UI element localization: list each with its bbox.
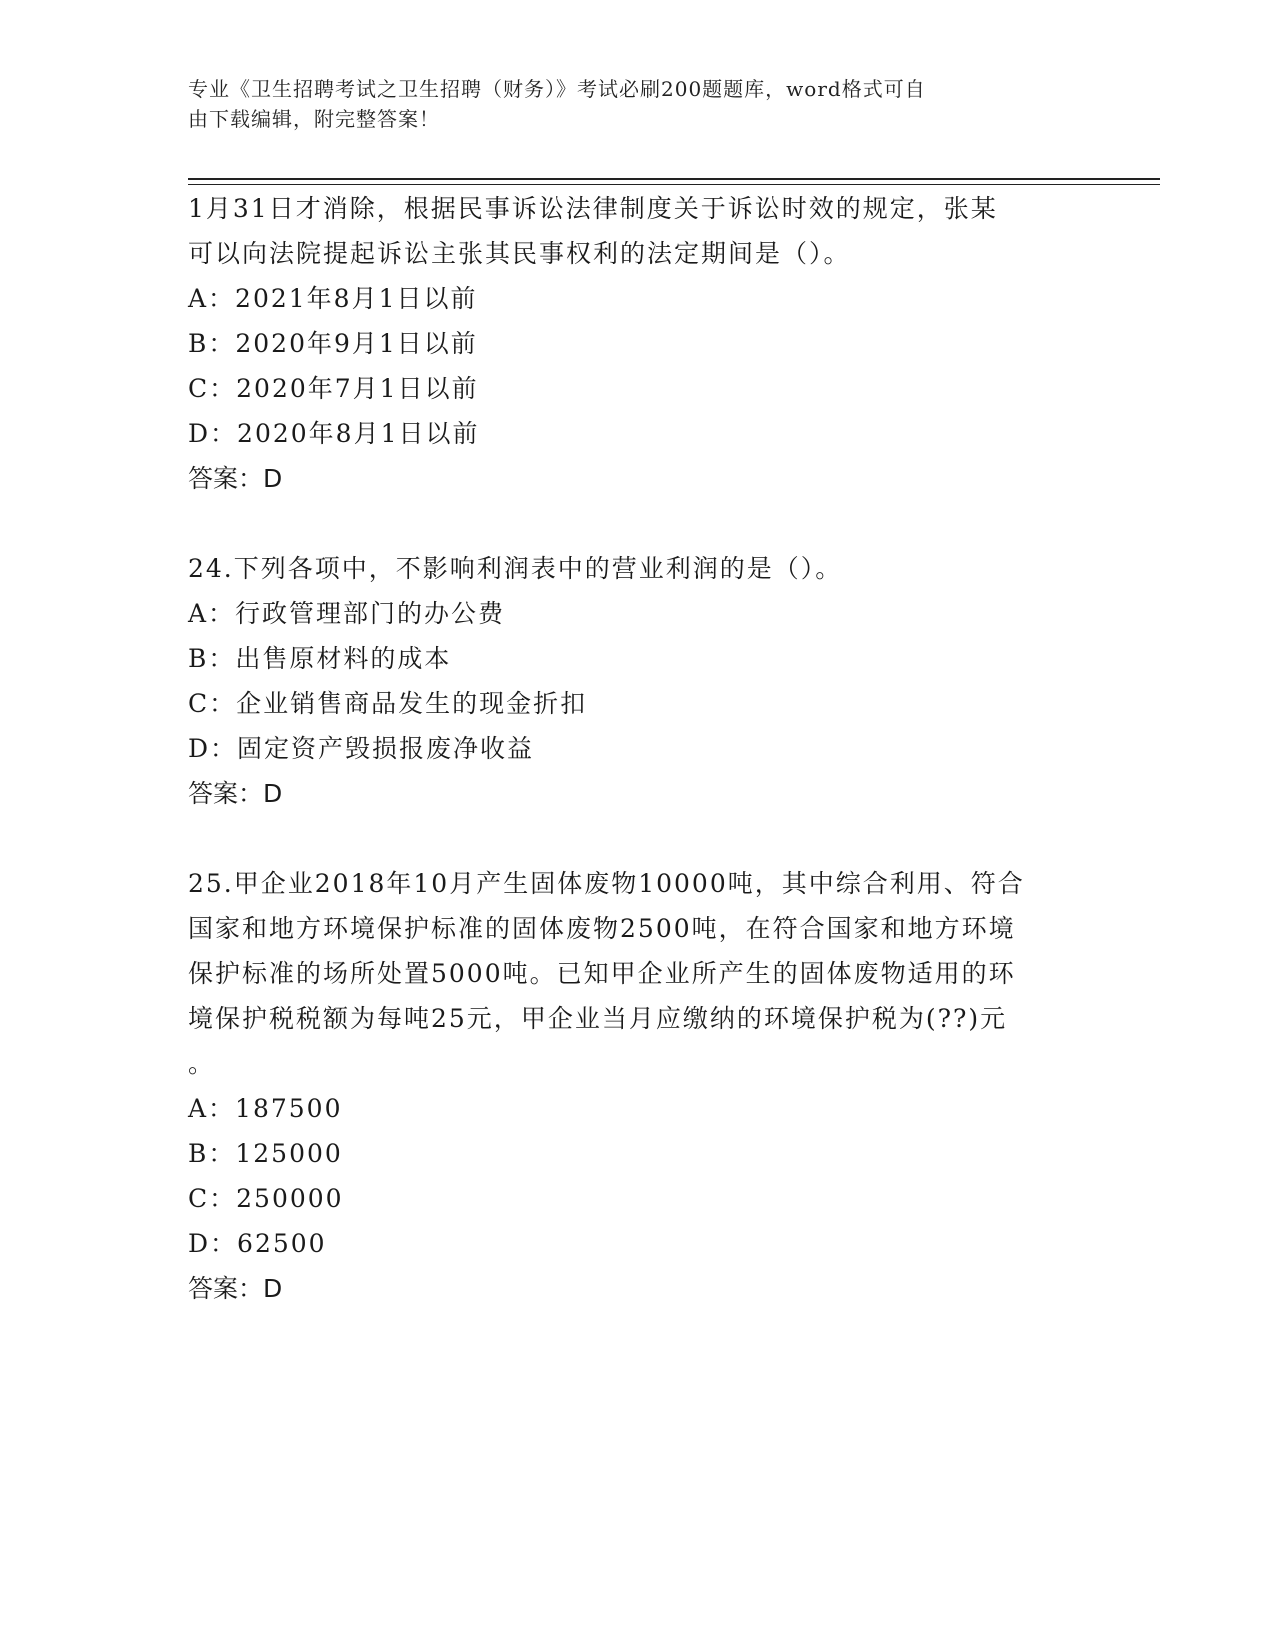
q24-stem: 24.下列各项中，不影响利润表中的营业利润的是（）。	[188, 554, 843, 583]
header-divider-thin	[188, 184, 1160, 185]
q23-option-a: A：2021年8月1日以前	[188, 284, 478, 313]
header-line-1: 专业《卫生招聘考试之卫生招聘（财务）》考试必刷200题题库，word格式可自	[188, 77, 926, 101]
q24-option-b: B：出售原材料的成本	[188, 644, 452, 673]
header-line-2: 由下载编辑，附完整答案！	[188, 107, 440, 131]
q24-option-c: C：企业销售商品发生的现金折扣	[188, 689, 588, 718]
q25-stem-line-3: 保护标准的场所处置5000吨。已知甲企业所产生的固体废物适用的环	[188, 959, 1016, 988]
q23-stem-line-1: 1月31日才消除，根据民事诉讼法律制度关于诉讼时效的规定，张某	[188, 194, 998, 223]
header-divider-thick	[188, 178, 1160, 180]
q25-stem-line-2: 国家和地方环境保护标准的固体废物2500吨，在符合国家和地方环境	[188, 914, 1016, 943]
document-header	[188, 74, 1068, 134]
q25-stem-line-1: 25.甲企业2018年10月产生固体废物10000吨，其中综合利用、符合	[188, 869, 1025, 898]
q25-stem-line-5: 。	[188, 1049, 216, 1078]
q24-option-d: D：固定资产毁损报废净收益	[188, 734, 535, 763]
q25-option-d: D：62500	[188, 1229, 327, 1258]
q25-option-b: B：125000	[188, 1139, 343, 1168]
q23-option-c: C：2020年7月1日以前	[188, 374, 479, 403]
q25-stem-line-4: 境保护税税额为每吨25元，甲企业当月应缴纳的环境保护税为(??)元	[188, 1004, 1008, 1033]
q23-option-b: B：2020年9月1日以前	[188, 329, 478, 358]
q23-option-d: D：2020年8月1日以前	[188, 419, 480, 448]
q23-stem-line-2: 可以向法院提起诉讼主张其民事权利的法定期间是（）。	[188, 239, 851, 268]
q24-answer: 答案：D	[188, 779, 283, 808]
q25-option-c: C：250000	[188, 1184, 344, 1213]
q25-answer: 答案：D	[188, 1274, 283, 1303]
q23-answer: 答案：D	[188, 464, 283, 493]
q24-option-a: A：行政管理部门的办公费	[188, 599, 506, 628]
q25-option-a: A：187500	[188, 1094, 343, 1123]
